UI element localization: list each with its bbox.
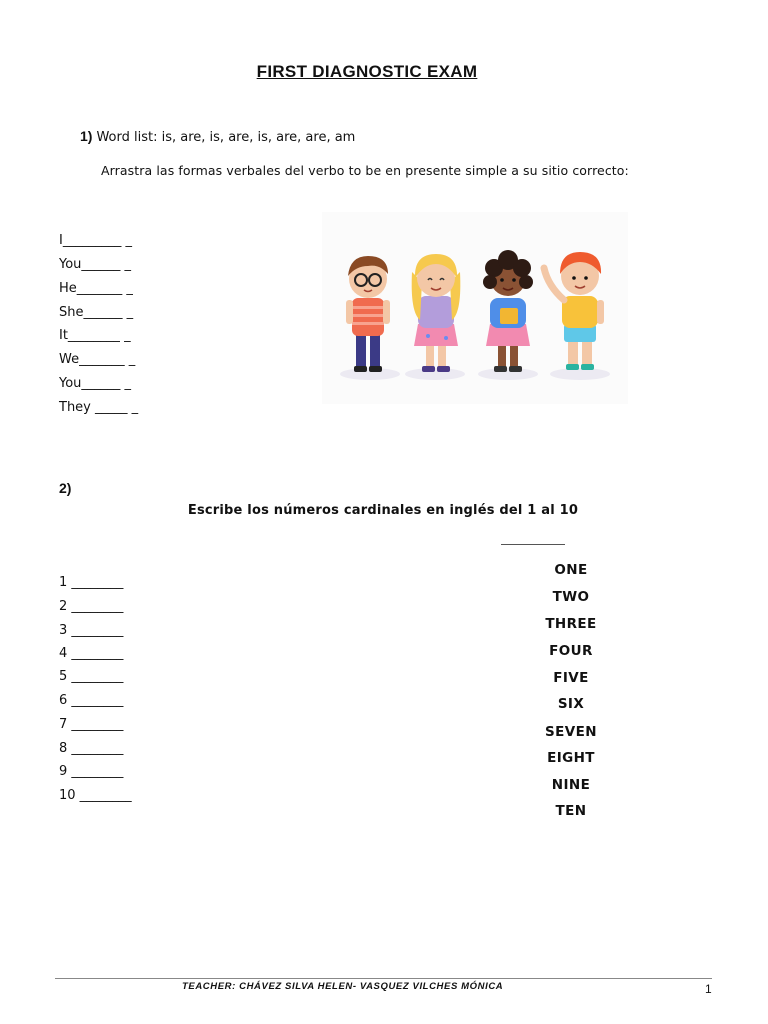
word-one[interactable]: ONE bbox=[554, 562, 588, 578]
number-blank-10[interactable]: 10 ________ bbox=[59, 788, 132, 803]
word-two[interactable]: TWO bbox=[552, 589, 590, 605]
pronoun-blank-he[interactable]: He_______ _ bbox=[59, 281, 133, 296]
number-blank-9[interactable]: 9 ________ bbox=[59, 764, 124, 779]
word-eight[interactable]: EIGHT bbox=[547, 750, 595, 766]
number-blank-4[interactable]: 4 ________ bbox=[59, 646, 124, 661]
word-three[interactable]: THREE bbox=[545, 616, 597, 632]
word-four[interactable]: FOUR bbox=[549, 643, 593, 659]
pronoun-blank-you[interactable]: You______ _ bbox=[59, 257, 132, 272]
exam-title: FIRST DIAGNOSTIC EXAM bbox=[256, 62, 478, 81]
footer-divider bbox=[55, 978, 712, 979]
word-list-text: Word list: is, are, is, are, is, are, are, am bbox=[96, 130, 356, 145]
pronoun-blank-i[interactable]: I_________ _ bbox=[59, 233, 132, 248]
question-1-word-list bbox=[80, 128, 355, 145]
question-1-instruction: Arrastra las formas verbales del verbo to be en presente simple a su sitio correcto: bbox=[101, 163, 629, 178]
word-nine[interactable]: NINE bbox=[551, 777, 591, 793]
children-illustration bbox=[322, 212, 628, 404]
blank-line bbox=[501, 544, 565, 545]
word-six[interactable]: SIX bbox=[557, 696, 585, 712]
question-1-number: 1) bbox=[80, 128, 93, 144]
question-2-number: 2) bbox=[59, 480, 72, 496]
pronoun-blank-she[interactable]: She______ _ bbox=[59, 305, 134, 320]
number-blank-7[interactable]: 7 ________ bbox=[59, 717, 124, 732]
number-blank-1[interactable]: 1 ________ bbox=[59, 575, 124, 590]
number-blank-8[interactable]: 8 ________ bbox=[59, 741, 124, 756]
number-blank-6[interactable]: 6 ________ bbox=[59, 693, 124, 708]
pronoun-blank-we[interactable]: We_______ _ bbox=[59, 352, 136, 367]
question-2-instruction: Escribe los números cardinales en inglés del 1 al 10 bbox=[187, 503, 579, 518]
children-illustration-svg bbox=[322, 212, 628, 404]
pronoun-blank-it[interactable]: It________ _ bbox=[59, 328, 131, 343]
word-five[interactable]: FIVE bbox=[553, 670, 589, 686]
number-blank-5[interactable]: 5 ________ bbox=[59, 669, 124, 684]
footer-teacher: TEACHER: CHÁVEZ SILVA HELEN- VASQUEZ VILCHES MÓNICA bbox=[182, 981, 504, 992]
pronoun-blank-you-plural[interactable]: You______ _ bbox=[59, 376, 132, 391]
number-blank-3[interactable]: 3 ________ bbox=[59, 623, 124, 638]
number-blank-2[interactable]: 2 ________ bbox=[59, 599, 124, 614]
pronoun-blank-they[interactable]: They _____ _ bbox=[59, 400, 139, 415]
page-number: 1 bbox=[705, 982, 712, 996]
word-seven[interactable]: SEVEN bbox=[545, 724, 597, 740]
word-ten[interactable]: TEN bbox=[555, 803, 587, 819]
